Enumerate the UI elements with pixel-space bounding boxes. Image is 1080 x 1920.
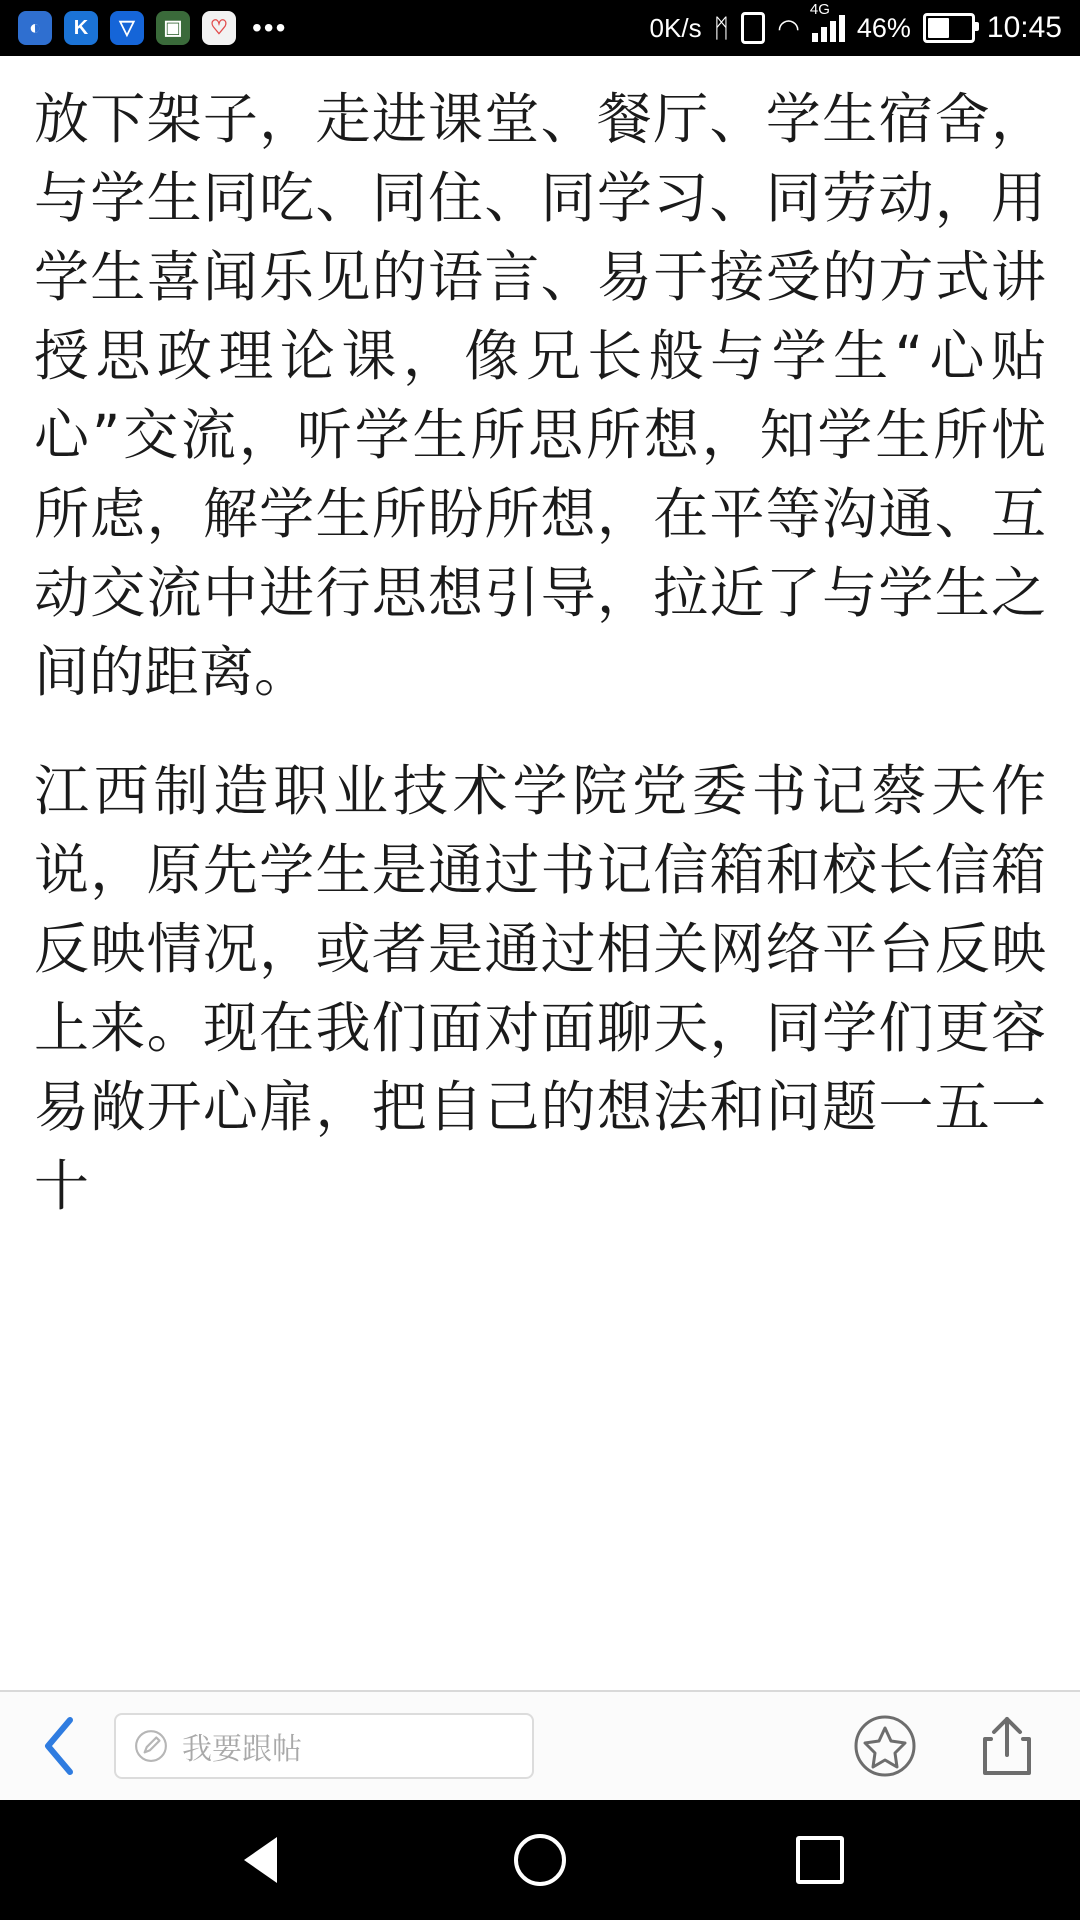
- wifi-icon: ◠: [777, 12, 800, 43]
- status-bar-system: [649, 0, 1062, 45]
- nav-home-button[interactable]: [495, 1815, 585, 1905]
- kingsoft-icon: K: [64, 11, 98, 45]
- status-bar: [0, 0, 1080, 56]
- more-notifications-icon: •••: [252, 12, 288, 43]
- status-bar-notifications: [18, 11, 287, 45]
- star-icon: [852, 1713, 918, 1779]
- square-recents-icon: [796, 1836, 844, 1884]
- pen-icon: [134, 1729, 168, 1763]
- network-speed-label: 0K/s: [649, 12, 702, 43]
- article-paragraph: 放下架子，走进课堂、餐厅、学生宿舍，与学生同吃、同住、同学习、同劳动，用学生喜闻乐见的语言、易于接受的方式讲授思政理论课，像兄长般与学生“心贴心”交流，听学生所思所想，知学生所忧所虑，解学生所盼所想，在平等沟通、互动交流中进行思想引导，拉近了与学生之间的距离。: [34, 87, 1046, 704]
- comment-input[interactable]: [114, 1713, 534, 1779]
- signal-bars-icon: [812, 15, 845, 42]
- bottom-action-bar: [0, 1690, 1080, 1800]
- health-icon: ♡: [202, 11, 236, 45]
- nav-back-button[interactable]: [215, 1815, 305, 1905]
- cellular-signal-icon: [809, 0, 845, 42]
- share-button[interactable]: [970, 1709, 1044, 1783]
- favorite-button[interactable]: [848, 1709, 922, 1783]
- chevron-left-icon: [40, 1714, 80, 1778]
- triangle-back-icon: [244, 1837, 277, 1883]
- comment-placeholder: 我要跟帖: [182, 1732, 302, 1767]
- share-icon: [977, 1713, 1037, 1779]
- back-button[interactable]: [32, 1711, 88, 1781]
- battery-icon: [923, 13, 975, 43]
- browser-icon: ◐: [18, 11, 52, 45]
- bluetooth-icon: ᛗ: [713, 12, 730, 43]
- security-shield-icon: ▽: [110, 11, 144, 45]
- android-nav-bar: [0, 1800, 1080, 1920]
- vibrate-icon: [741, 12, 765, 44]
- circle-home-icon: [514, 1834, 566, 1886]
- battery-percent-label: 46%: [856, 12, 911, 43]
- nav-recents-button[interactable]: [775, 1815, 865, 1905]
- photo-app-icon: ▣: [156, 11, 190, 45]
- network-type-label: 4G: [809, 0, 830, 18]
- article-paragraph: 江西制造职业技术学院党委书记蔡天作说，原先学生是通过书记信箱和校长信箱反映情况，或者是通过相关网络平台反映上来。现在我们面对面聊天，同学们更容易敞开心扉，把自己的想法和问题一五一十: [34, 759, 1046, 1218]
- status-bar-clock: 10:45: [986, 11, 1062, 44]
- article-body[interactable]: [0, 56, 1080, 1690]
